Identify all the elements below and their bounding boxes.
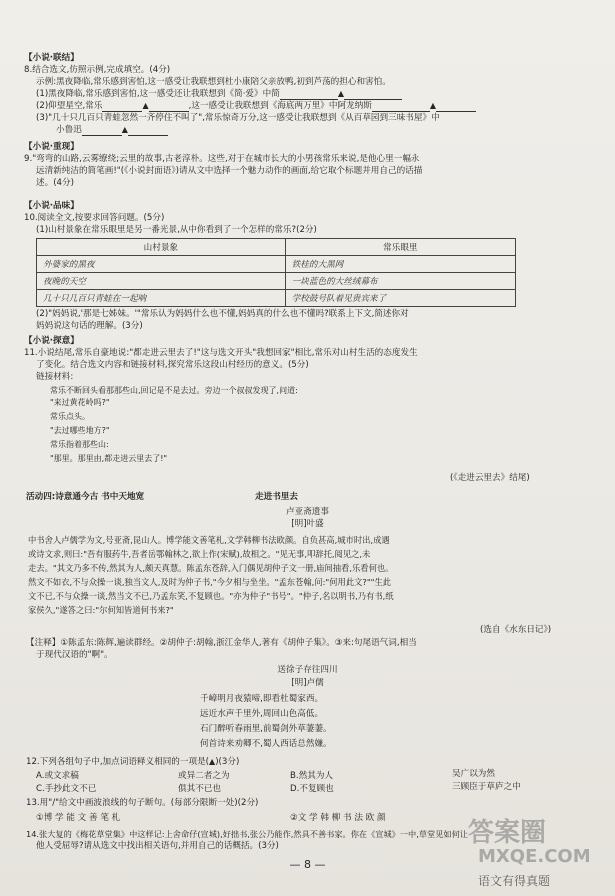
triangle-icon: ▲ — [429, 101, 436, 110]
q8-item-3a: (3)"几十只几百只青蛙忽然一齐停住不叫了",常乐惊奇万分,这一感受让我联想到《从百草园到三味书屋》中 — [36, 113, 440, 123]
poem-body — [200, 692, 440, 752]
poem-line: 千嶂明月夜猿啼,即看杜蜀家西。 — [200, 694, 324, 704]
q14-line-1: 14.张大复的《梅花草堂集》中这样记:上舍命仔(宣城),好拙书,张公乃能作,然具不善书家。你在《宣城》一中,草堂见如何让 — [26, 829, 468, 839]
q12-stem — [26, 756, 615, 768]
q9-line-2: 远清新纯洁的简笔画!"(《小说封面语》)请从文中选择一个魅力动作的画面,给它取个标题并用自己的话描 — [36, 166, 423, 176]
table-cell: 几十只几百只青蛙在一起响 — [37, 290, 286, 307]
triangle-icon: ▲ — [337, 89, 344, 98]
poem-author: [明]卢儒 — [291, 678, 324, 688]
q8-stem: 8.结合选文,仿照示例,完成填空。(4分) — [24, 65, 171, 75]
q9-line-1: 9."弯弯的山路,云雾缭绕;云里的故事,古老淳朴。这些,对于在城市长大的小男孩常乐来说,是他心里一幅永 — [24, 154, 420, 164]
q8-blank-2d[interactable] — [436, 102, 476, 112]
q8-item-3b — [56, 124, 615, 136]
watermark-logo: 答案圈 — [468, 818, 547, 848]
text-title: 卢亚斋遗事 — [286, 507, 329, 517]
q12-stem-text: 12.下列各组句子中,加点词语释义相同的一项是( — [26, 757, 210, 767]
q12-option-a1[interactable]: A.或文求稿 — [36, 771, 79, 781]
q12-option-b2: 吴广以为然 — [452, 769, 495, 779]
table-header-row — [37, 239, 516, 256]
triangle-icon: ▲ — [209, 757, 216, 766]
q8-example: 示例:黑夜降临,常乐感到害怕,这一感受让我联想到杜小康陪父亲放鸭,初到芦荡的担心和害怕。 — [36, 77, 391, 87]
q13-sentence-2[interactable]: ②文 学 韩 柳 书 法 欧 颜 — [290, 813, 386, 823]
q12-option-c1[interactable]: C.手抄此文不已 — [36, 784, 97, 794]
table-header-cell: 常乐眼里 — [285, 239, 515, 256]
classical-text-line: 家侯久,"遂答之曰:"尔何知皆道何书来?" — [28, 605, 174, 615]
poem-line: 石门醉听春雨里,前蜀剑外草萋萋。 — [200, 724, 332, 734]
q13-stem: 13.用"/"给文中画波浪线的句子断句。(每部分限断一处)(2分) — [26, 798, 259, 808]
triangle-icon: ▲ — [121, 125, 128, 134]
watermark-caption: 语文有得真题 — [478, 874, 551, 888]
table-cell: 学校鼓号队着见贵宾来了 — [285, 290, 515, 307]
material-source: (《走进云里去》结尾) — [450, 473, 530, 483]
q11-line-2: 了变化。结合选文内容和链接材料,探究常乐这段山村经历的意义。(5分) — [36, 360, 309, 370]
q8-blank-1[interactable] — [280, 90, 338, 100]
q10-2-line-2: 妈妈说这句话的理解。(3分) — [36, 321, 143, 331]
notes-line-1: 【注释】①陈孟东:陈辉,遍读群经。②胡仲子:胡翰,浙江金华人,著有《胡仲子集》。③来:句尾语气词,相当 — [26, 638, 417, 648]
poem-line: 远近水声千里外,周回山色高低。 — [200, 709, 324, 719]
link-material-label: 链接材料: — [36, 372, 74, 382]
table-cell: 夜晚的天空 — [37, 273, 286, 290]
table-header-cell: 山村景象 — [37, 239, 286, 256]
q10-2-line-1: (2)"妈妈说,'那是七姊妹。'"常乐认为妈妈什么也不懂,妈妈真的什么也不懂吗?联系上下文,简述你对 — [36, 309, 409, 319]
scene-table — [36, 238, 516, 307]
q8-blank-2c[interactable] — [372, 102, 430, 112]
q8-item-3b-text: 小鲁迅 — [56, 125, 82, 135]
table-cell: 一块蓝色的大丝绒幕布 — [285, 273, 515, 290]
text-author: [明]叶盛 — [291, 519, 324, 529]
classical-text-line: 文不已,不与众操一谈,然当文不已,乃孟东笑,不复顾也。"亦为仲子"书号"。"仲子,名以明书,乃有书,纸 — [28, 591, 394, 601]
poem-title: 送徐子存往四川 — [277, 665, 338, 675]
table-row — [37, 290, 516, 307]
q8-item-1 — [36, 88, 615, 100]
q10-1: (1)山村景象在常乐眼里是另一番光景,从中你看到了一个怎样的常乐?(2分) — [36, 225, 317, 235]
q13-sentence-1[interactable]: ①博 学 能 文 善 笔 札 — [36, 813, 121, 823]
q8-blank-3b[interactable] — [128, 126, 168, 136]
q8-item-2 — [36, 100, 615, 112]
q14-line-2: 他人受屈辱?请从选文中找出相关语句,并用自己的话概括。(3分) — [36, 841, 279, 851]
section-label-link: 【小说·联结】 — [24, 53, 79, 63]
material-line: 常乐点头。 — [50, 412, 90, 421]
text-source: (选自《水东日记》) — [480, 625, 552, 635]
q11-line-1: 11.小说结尾,常乐自豪地说:"都走进云里去了!"这与选文开头"我想回家"相比,常乐对山村生活的态度发生 — [24, 348, 418, 358]
table-row — [37, 256, 516, 273]
material-line: "那里。那里由,都走进云里去了!" — [50, 454, 168, 463]
q8-blank-3a[interactable] — [82, 126, 122, 136]
q12-score: )(3分) — [215, 757, 240, 767]
triangle-icon: ▲ — [142, 101, 149, 110]
q8-blank-2a[interactable] — [102, 102, 142, 112]
q9-line-3: 述。(4分) — [36, 178, 74, 188]
notes-line-2: 于现代汉语的"啊"。 — [36, 650, 113, 660]
section-label-explore: 【小说·探意】 — [24, 336, 79, 346]
activity-label: 活动四:诗意通今古 书中天地宽 — [26, 492, 145, 502]
activity-title: 走进书里去 — [255, 492, 298, 502]
classical-text-line: 然文不如衣,不与众操一谈,独当文人,及时为仲子书,"今夕相与坐坐。"孟东苍翰,问:"何用此文?""生此 — [28, 577, 392, 587]
q8-item-2-text-b: ,这一感受让我联想到《海底两万里》中阿龙纳斯 — [188, 101, 372, 111]
poem-line: 何首诗来劝卿不,蜀人西话总然嫌。 — [200, 739, 332, 749]
table-row — [37, 273, 516, 290]
q8-blank-1b[interactable] — [344, 90, 402, 100]
material-line: "来过黄花岭吗?" — [50, 398, 110, 407]
classical-text-line: 走去。"其文乃多不传,然其为人,颇天真慧。陈孟东苍辞,入门偶见胡仲子文一册,庙间抽看,乐看何也。 — [28, 563, 394, 573]
page-number: — 8 — — [289, 858, 326, 871]
watermark-site: MXQE.COM — [478, 846, 591, 867]
material-line: "去过哪些地方?" — [50, 426, 110, 435]
table-cell: 外婆家的黑夜 — [37, 256, 286, 273]
classical-text-line: 中书舍人卢儒学为文,号亚斋,昆山人。博学能文善笔札,文学韩柳书法欧颜。自负甚高,城市时出,成遇 — [28, 535, 390, 545]
material-line: 常乐不断回头看那那些山,回记是不是去过。旁边一个叔叔发现了,问道: — [50, 386, 298, 395]
q8-item-1-text: (1)黑夜降临,常乐感到害怕,这一感受还让我联想到《简·爱》中简 — [36, 89, 280, 99]
section-label-taste: 【小说·品味】 — [24, 201, 79, 211]
q8-blank-2b[interactable] — [149, 102, 189, 112]
table-cell: 铁桂的大黑网 — [285, 256, 515, 273]
section-label-review: 【小说·重现】 — [24, 142, 79, 152]
q12-option-a2: 或异二者之为 — [178, 771, 230, 781]
q10-stem: 10.阅读全文,按要求回答问题。(5分) — [24, 213, 165, 223]
q12-option-b1[interactable]: B.然其为人 — [290, 771, 334, 781]
classical-text-line: 或诗文求,则曰:"吾有服药牛,吾者岳鄂翰林之,欲上作(宋赋),故相之。"见无事,叩辞托,阅见之,未 — [28, 549, 371, 559]
material-line: 常乐指着那些山: — [50, 440, 109, 449]
q12-option-c2: 俱其不已也 — [178, 784, 221, 794]
q12-option-d2: 三顾臣于草庐之中 — [452, 782, 521, 792]
q12-option-d1[interactable]: D.不复顾也 — [290, 784, 334, 794]
q8-item-2-text-a: (2)仰望星空,常乐 — [36, 101, 103, 111]
